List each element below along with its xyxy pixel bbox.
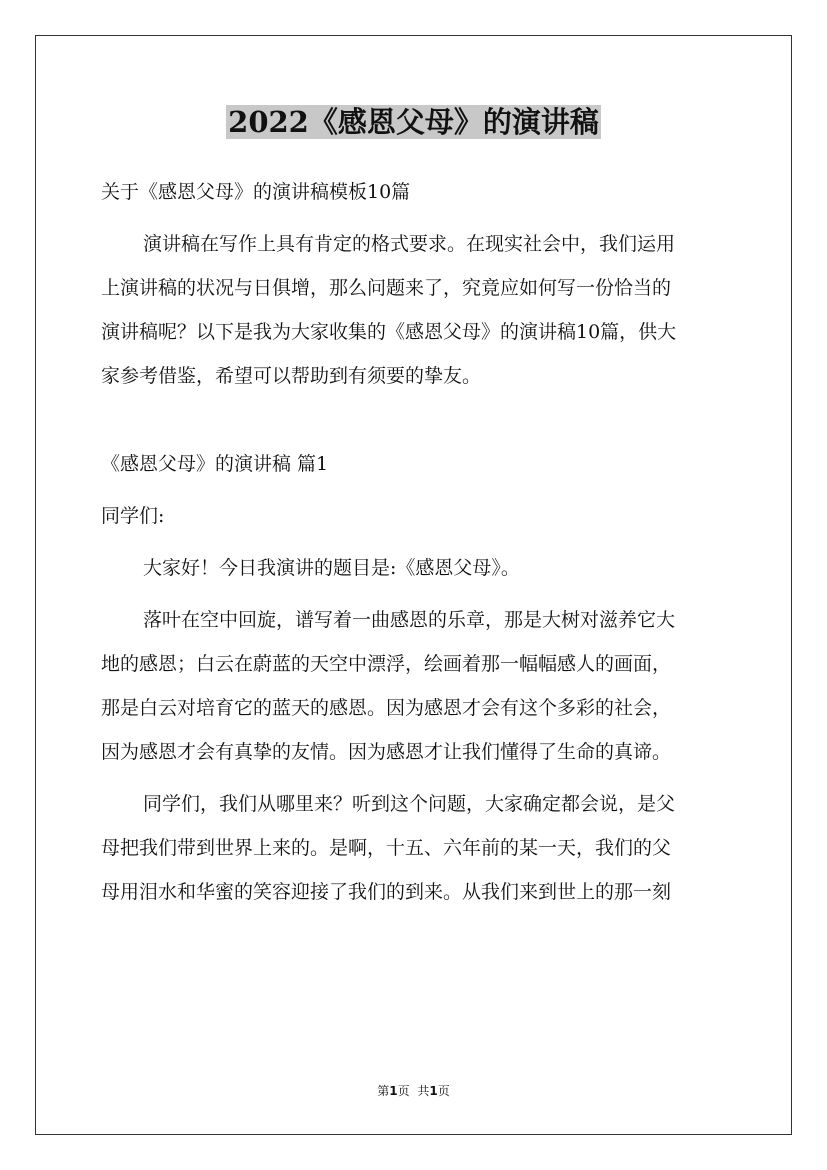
total-number: 1 — [429, 1084, 438, 1098]
spacer — [101, 398, 726, 442]
paragraph-line: 母用泪水和华蜜的笑容迎接了我们的到来。从我们来到世上的那一刻 — [101, 881, 672, 903]
spacer — [101, 538, 726, 546]
page-footer — [0, 1081, 827, 1101]
total-suffix: 页 — [437, 1084, 450, 1098]
document-title — [0, 100, 827, 144]
page-prefix: 第 — [377, 1084, 390, 1098]
paragraph-line: 因为感恩才会有真挚的友情。因为感恩才让我们懂得了生命的真谛。 — [101, 741, 672, 763]
salutation: 同学们: — [101, 505, 165, 527]
paragraph-line: 落叶在空中回旋，谱写着一曲感恩的乐章，那是大树对滋养它大 — [143, 609, 676, 631]
document-title-text: 2022《感恩父母》的演讲稿 — [228, 105, 599, 139]
document-subtitle: 关于《感恩父母》的演讲稿模板10篇 — [101, 181, 411, 203]
intro-line: 演讲稿呢？以下是我为大家收集的《感恩父母》的演讲稿10篇，供大 — [101, 321, 677, 343]
spacer — [101, 214, 726, 222]
paragraph-line: 地的感恩；白云在蔚蓝的天空中漂浮，绘画着那一幅幅感人的画面， — [101, 653, 672, 675]
paragraph-line: 那是白云对培育它的蓝天的感恩。因为感恩才会有这个多彩的社会， — [101, 697, 672, 719]
greeting: 大家好！今日我演讲的题目是:《感恩父母》。 — [143, 557, 520, 579]
page-suffix: 页 — [397, 1084, 410, 1098]
spacer — [101, 774, 726, 782]
page-number: 1 — [389, 1084, 398, 1098]
intro-line: 上演讲稿的状况与日俱增，那么问题来了，究竟应如何写一份恰当的 — [101, 277, 672, 299]
spacer — [101, 590, 726, 598]
document-body — [101, 170, 726, 914]
total-prefix: 共 — [417, 1084, 430, 1098]
intro-line: 演讲稿在写作上具有肯定的格式要求。在现实社会中，我们运用 — [143, 233, 676, 255]
spacer — [101, 486, 726, 494]
section-heading: 《感恩父母》的演讲稿 篇1 — [101, 453, 329, 475]
paragraph-line: 母把我们带到世界上来的。是啊，十五、六年前的某一天，我们的父 — [101, 837, 672, 859]
intro-line: 家参考借鉴，希望可以帮助到有须要的挚友。 — [101, 365, 482, 387]
paragraph-line: 同学们，我们从哪里来？听到这个问题，大家确定都会说，是父 — [143, 793, 676, 815]
